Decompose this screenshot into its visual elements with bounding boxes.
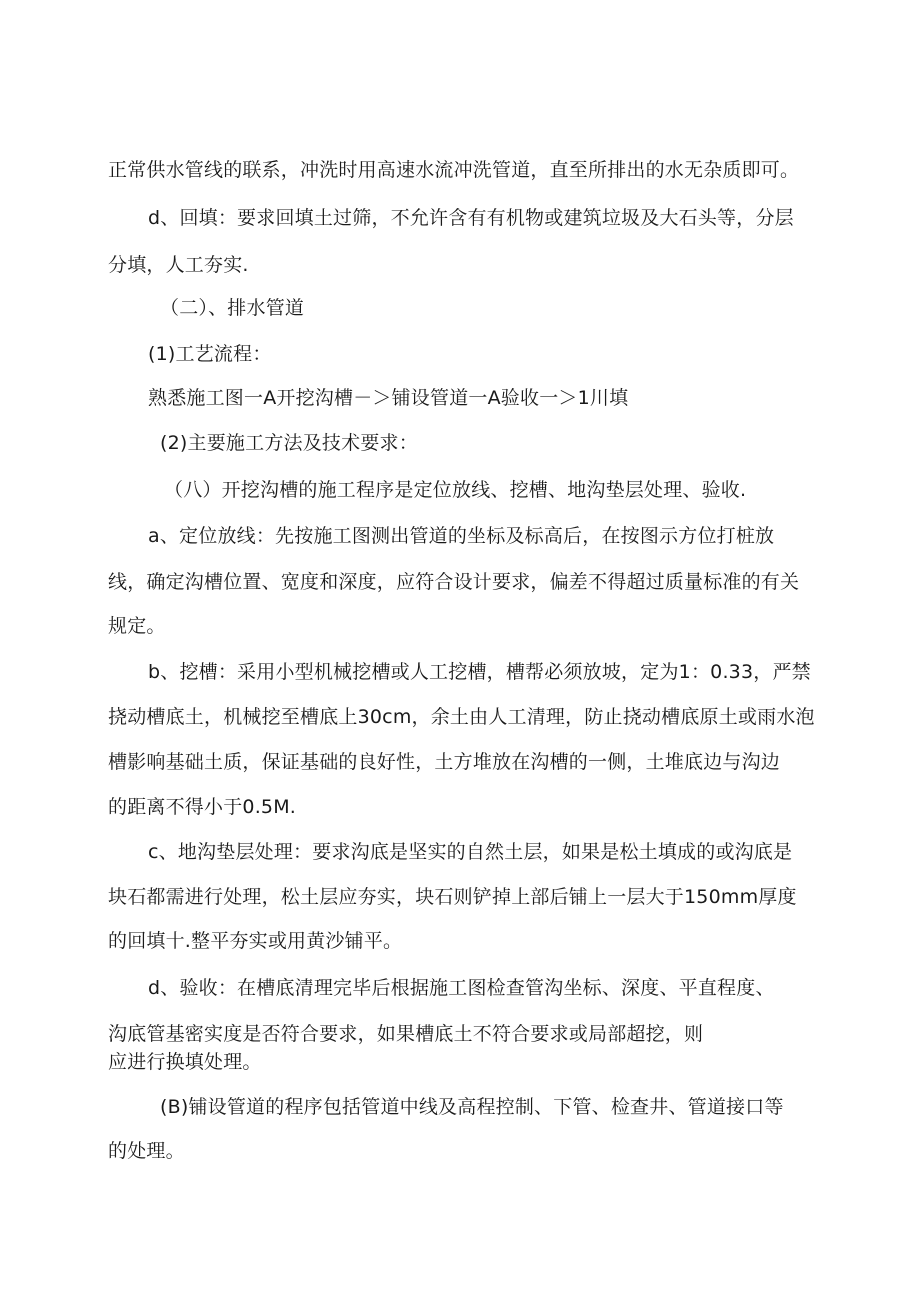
paragraph-line-1: 正常供水管线的联系，冲洗时用高速水流冲洗管道，直至所排出的水无杂质即可。: [108, 159, 800, 181]
paragraph-line-17: 块石都需进行处理，松土层应夯实，块石则铲掉上部后铺上一层大于150mm厚度: [108, 886, 797, 908]
section-heading: （二）、排水管道: [160, 297, 305, 319]
paragraph-line-16: c、地沟垫层处理：要求沟底是坚实的自然土层，如果是松土填成的或沟底是: [148, 841, 793, 863]
subheading-methods: (2)主要施工方法及技术要求：: [160, 432, 418, 454]
paragraph-line-15: 的距离不得小于0.5M.: [108, 796, 297, 818]
paragraph-line-14: 槽影响基础土质，保证基础的良好性，土方堆放在沟槽的一侧，土堆底边与沟边: [108, 751, 781, 773]
paragraph-line-10: 线，确定沟槽位置、宽度和深度，应符合设计要求，偏差不得超过质量标准的有关: [108, 571, 800, 593]
paragraph-line-20: 沟底管基密实度是否符合要求，如果槽底土不符合要求或局部超挖，则: [108, 1023, 704, 1045]
paragraph-line-9: a、定位放线：先按施工图测出管道的坐标及标高后，在按图示方位打桩放: [148, 525, 775, 547]
paragraph-line-21: 应进行换填处理。: [108, 1051, 262, 1073]
subheading-process: (1)工艺流程：: [148, 343, 272, 365]
paragraph-line-22: (B)铺设管道的程序包括管道中线及高程控制、下管、检查井、管道接口等: [160, 1096, 784, 1118]
paragraph-line-8: （八）开挖沟槽的施工程序是定位放线、挖槽、地沟垫层处理、验收.: [164, 479, 747, 501]
paragraph-line-3: 分填，人工夯实.: [108, 254, 249, 276]
paragraph-line-12: b、挖槽：采用小型机械挖槽或人工挖槽，槽帮必须放坡，定为1：0.33，严禁: [148, 661, 811, 683]
paragraph-line-19: d、验收：在槽底清理完毕后根据施工图检查管沟坐标、深度、平直程度、: [148, 977, 775, 999]
paragraph-line-11: 规定。: [108, 615, 166, 637]
paragraph-line-23: 的处理。: [108, 1140, 185, 1162]
process-flow-line: 熟悉施工图一A开挖沟槽－＞铺设管道一A验收一＞1川填: [148, 387, 629, 409]
paragraph-line-18: 的回填十.整平夯实或用黄沙铺平。: [108, 930, 403, 952]
paragraph-line-2: d、回填：要求回填土过筛，不允许含有有机物或建筑垃圾及大石头等，分层: [148, 207, 794, 229]
paragraph-line-13: 挠动槽底土，机械挖至槽底上30cm，余土由人工清理，防止挠动槽底原土或雨水泡: [108, 706, 815, 728]
